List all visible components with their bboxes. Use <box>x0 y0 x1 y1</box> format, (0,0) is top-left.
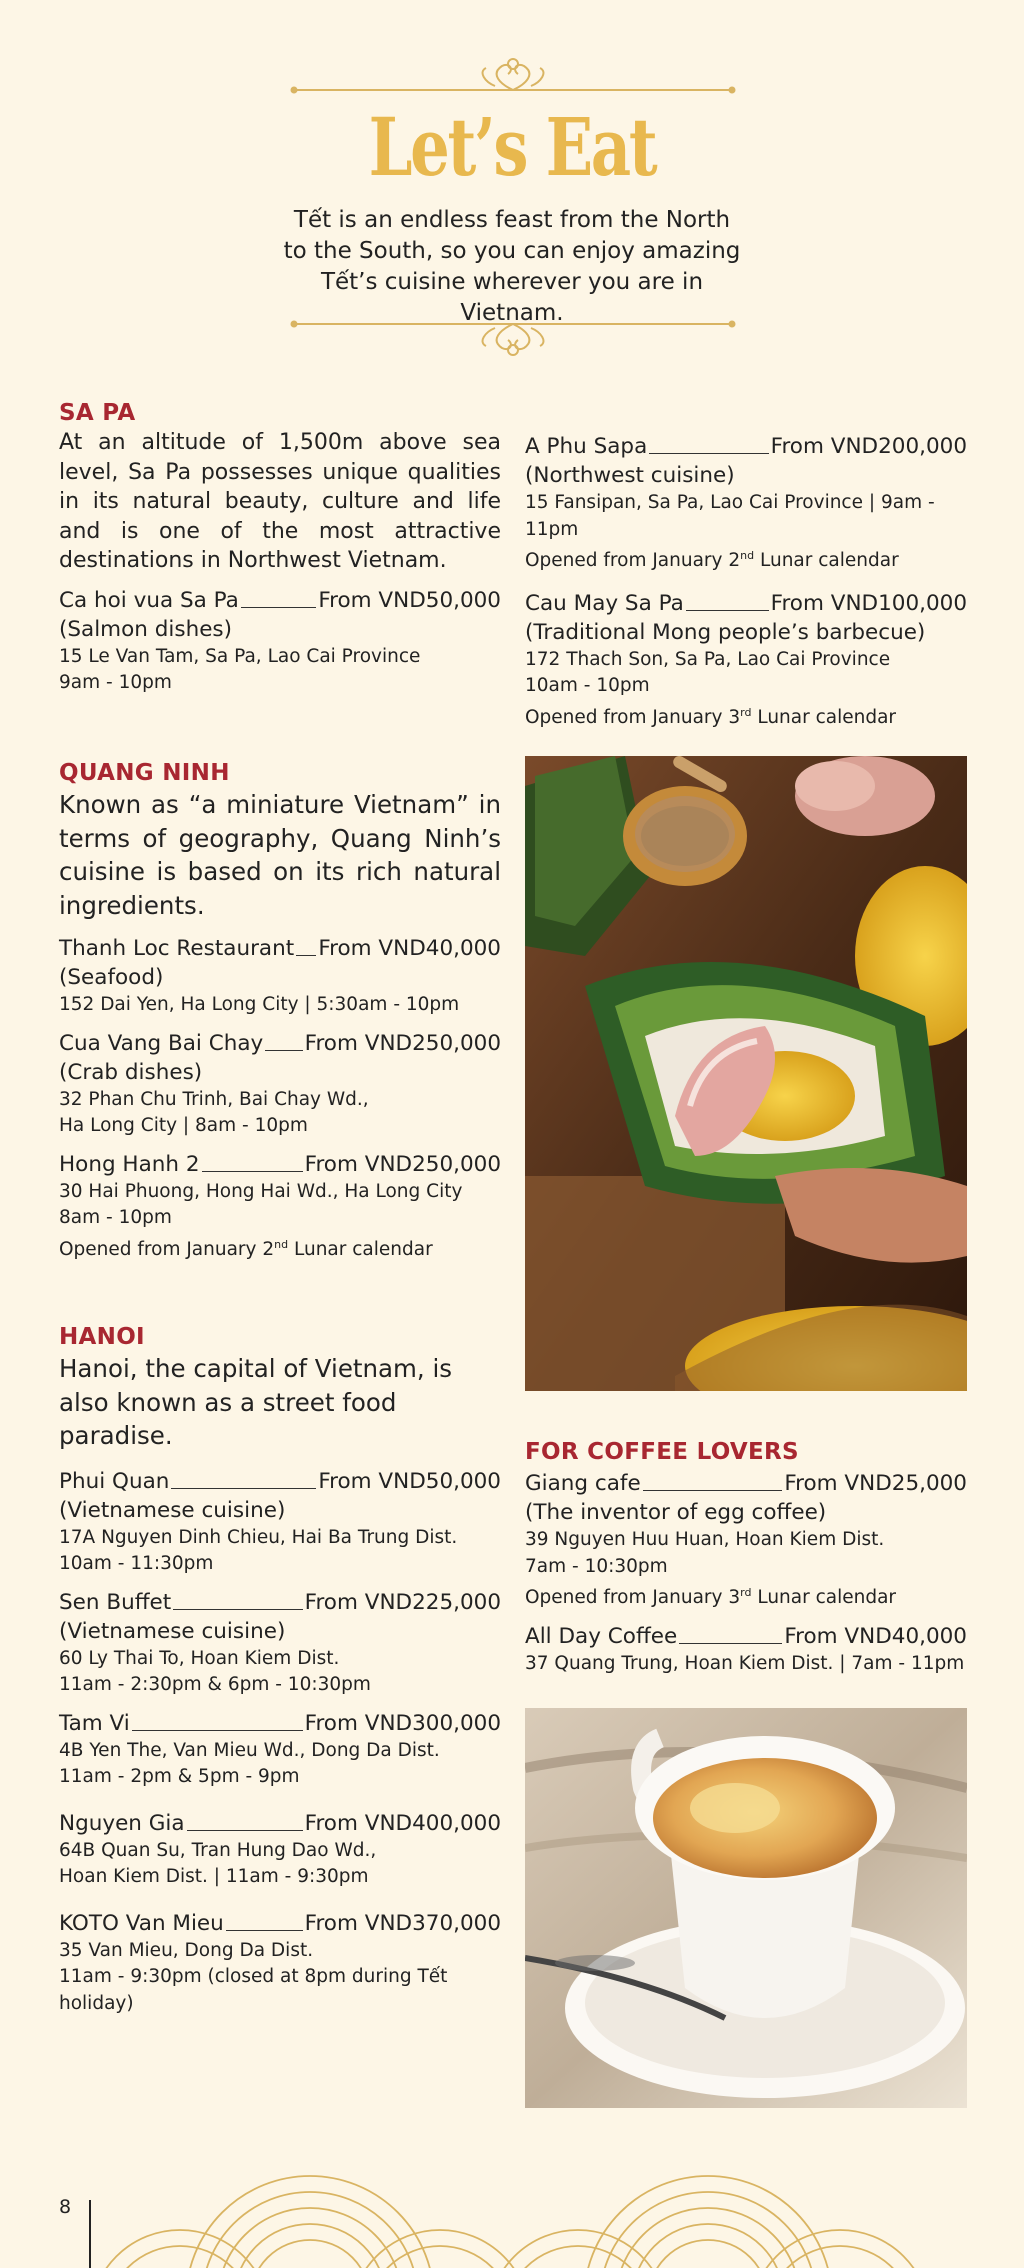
venue-hours: 7am - 10:30pm <box>525 1555 668 1577</box>
coffee-section <box>525 1437 967 1677</box>
venue-address: 60 Ly Thai To, Hoan Kiem Dist. <box>59 1647 340 1669</box>
venue-price: From VND370,000 <box>304 1910 501 1936</box>
venue-entry <box>525 589 967 732</box>
venue-price: From VND50,000 <box>318 1468 501 1494</box>
venue-entry <box>525 1622 967 1678</box>
venue-address: 15 Fansipan, Sa Pa, Lao Cai Province | 9am - 11pm <box>525 492 935 540</box>
venue-opening-note: Opened from January 2nd Lunar calendar <box>59 1237 433 1260</box>
venue-cuisine: (Northwest cuisine) <box>525 463 735 488</box>
venue-price: From VND40,000 <box>318 936 501 961</box>
venue-price: From VND40,000 <box>784 1623 967 1649</box>
venue-price: From VND200,000 <box>770 434 967 459</box>
venue-name: Giang cafe <box>525 1471 641 1496</box>
venue-name: KOTO Van Mieu <box>59 1910 224 1936</box>
venue-cuisine: (The inventor of egg coffee) <box>525 1500 827 1525</box>
sapa-section <box>59 398 501 697</box>
venue-address: 15 Le Van Tam, Sa Pa, Lao Cai Province <box>59 645 421 667</box>
venue-entry <box>59 1809 501 1891</box>
venue-entry <box>59 1709 501 1791</box>
section-title-coffee: FOR COFFEE LOVERS <box>525 1439 799 1465</box>
venue-name: Cau May Sa Pa <box>525 590 684 616</box>
venue-hours: 8am - 10pm <box>59 1207 172 1228</box>
venue-cuisine: (Seafood) <box>59 965 164 990</box>
venue-address: 17A Nguyen Dinh Chieu, Hai Ba Trung Dist. <box>59 1526 458 1548</box>
wave-pattern-footer-icon <box>0 2170 1024 2268</box>
venue-address: 39 Nguyen Huu Huan, Hoan Kiem Dist. <box>525 1529 885 1550</box>
venue-address: 37 Quang Trung, Hoan Kiem Dist. | 7am - 11pm <box>525 1652 965 1674</box>
venue-name: Tam Vi <box>59 1710 130 1736</box>
venue-price: From VND300,000 <box>304 1710 501 1736</box>
hanoi-section <box>59 1322 501 2017</box>
flourish-ornament-bottom-icon <box>290 312 736 358</box>
venue-address: 152 Dai Yen, Ha Long City | 5:30am - 10pm <box>59 994 460 1015</box>
venue-hours: 11am - 2pm & 5pm - 9pm <box>59 1766 300 1787</box>
venue-name: Sen Buffet <box>59 1589 172 1615</box>
venue-address: 4B Yen The, Van Mieu Wd., Dong Da Dist. <box>59 1739 440 1761</box>
venue-address: 172 Thach Son, Sa Pa, Lao Cai Province <box>525 648 891 670</box>
venue-name: Phui Quan <box>59 1468 170 1494</box>
quangninh-section <box>59 758 501 1263</box>
venue-cuisine: (Crab dishes) <box>59 1059 203 1085</box>
venue-name: A Phu Sapa <box>525 434 648 459</box>
venue-price: From VND50,000 <box>318 587 501 613</box>
venue-address: 32 Phan Chu Trinh, Bai Chay Wd., <box>59 1088 369 1110</box>
sapa-description: At an altitude of 1,500m above sea level, Sa Pa possesses unique qualities in its natural beauty, culture and life and is one of the most attractive destinations in Northwest Vietnam. <box>59 430 501 573</box>
venue-opening-note: Opened from January 3rd Lunar calendar <box>525 1586 897 1609</box>
venue-price: From VND250,000 <box>304 1151 501 1177</box>
venue-entry <box>525 1469 967 1612</box>
venue-entry <box>59 1150 501 1264</box>
venue-name: All Day Coffee <box>525 1623 678 1649</box>
section-title-sapa: SA PA <box>59 400 136 426</box>
venue-entry <box>59 1909 501 2018</box>
venue-cuisine: (Vietnamese cuisine) <box>59 1618 286 1644</box>
section-title-quangninh: QUANG NINH <box>59 760 230 786</box>
venue-name: Hong Hanh 2 <box>59 1151 200 1177</box>
venue-price: From VND250,000 <box>304 1030 501 1056</box>
venue-address: 35 Van Mieu, Dong Da Dist. <box>59 1939 314 1961</box>
venue-price: From VND225,000 <box>304 1589 501 1615</box>
venue-entry <box>59 1029 501 1140</box>
page-title: Let’s Eat <box>368 100 656 194</box>
page-header <box>0 0 1024 370</box>
venue-entry <box>59 934 501 1019</box>
footer-divider <box>89 2200 91 2268</box>
venue-price: From VND400,000 <box>304 1810 501 1836</box>
venue-hours: 11am - 9:30pm (closed at 8pm during Tết holiday) <box>59 1966 448 2014</box>
venue-address: 64B Quan Su, Tran Hung Dao Wd., <box>59 1839 377 1861</box>
venue-address: Ha Long City | 8am - 10pm <box>59 1115 308 1136</box>
flourish-ornament-top-icon <box>290 56 736 102</box>
venue-name: Cua Vang Bai Chay <box>59 1030 264 1056</box>
sapa-section-continued <box>525 432 967 731</box>
quangninh-description: Known as “a miniature Vietnam” in terms of geography, Quang Ninh’s cuisine is based on its rich natural ingredients. <box>59 790 501 920</box>
venue-address: Hoan Kiem Dist. | 11am - 9:30pm <box>59 1866 369 1887</box>
venue-hours: 11am - 2:30pm & 6pm - 10:30pm <box>59 1674 371 1695</box>
intro-text: Tết is an endless feast from the North to the South, so you can enjoy amazing Tết’s cuisine wherever you are in Vietnam. <box>283 207 741 326</box>
venue-hours: 10am - 10pm <box>525 675 650 697</box>
venue-hours: 9am - 10pm <box>59 672 172 693</box>
venue-cuisine: (Salmon dishes) <box>59 616 233 642</box>
venue-cuisine: (Vietnamese cuisine) <box>59 1497 286 1523</box>
venue-hours: 10am - 11:30pm <box>59 1553 214 1574</box>
venue-name: Thanh Loc Restaurant <box>59 936 295 961</box>
venue-opening-note: Opened from January 2nd Lunar calendar <box>525 549 899 572</box>
venue-price: From VND25,000 <box>784 1471 967 1496</box>
venue-name: Nguyen Gia <box>59 1810 185 1836</box>
egg-coffee-photo <box>525 1708 967 2108</box>
hanoi-description: Hanoi, the capital of Vietnam, is also known as a street food paradise. <box>59 1354 453 1450</box>
banh-chung-ingredients-photo <box>525 756 967 1391</box>
venue-opening-note: Opened from January 3rd Lunar calendar <box>525 705 897 728</box>
venue-price: From VND100,000 <box>770 590 967 616</box>
venue-entry <box>59 1588 501 1699</box>
venue-entry <box>59 586 501 697</box>
venue-name: Ca hoi vua Sa Pa <box>59 587 239 613</box>
page-number: 8 <box>59 2196 72 2218</box>
venue-address: 30 Hai Phuong, Hong Hai Wd., Ha Long City <box>59 1180 463 1202</box>
venue-cuisine: (Traditional Mong people’s barbecue) <box>525 619 926 645</box>
section-title-hanoi: HANOI <box>59 1324 145 1350</box>
venue-entry <box>59 1467 501 1578</box>
venue-entry <box>525 432 967 575</box>
